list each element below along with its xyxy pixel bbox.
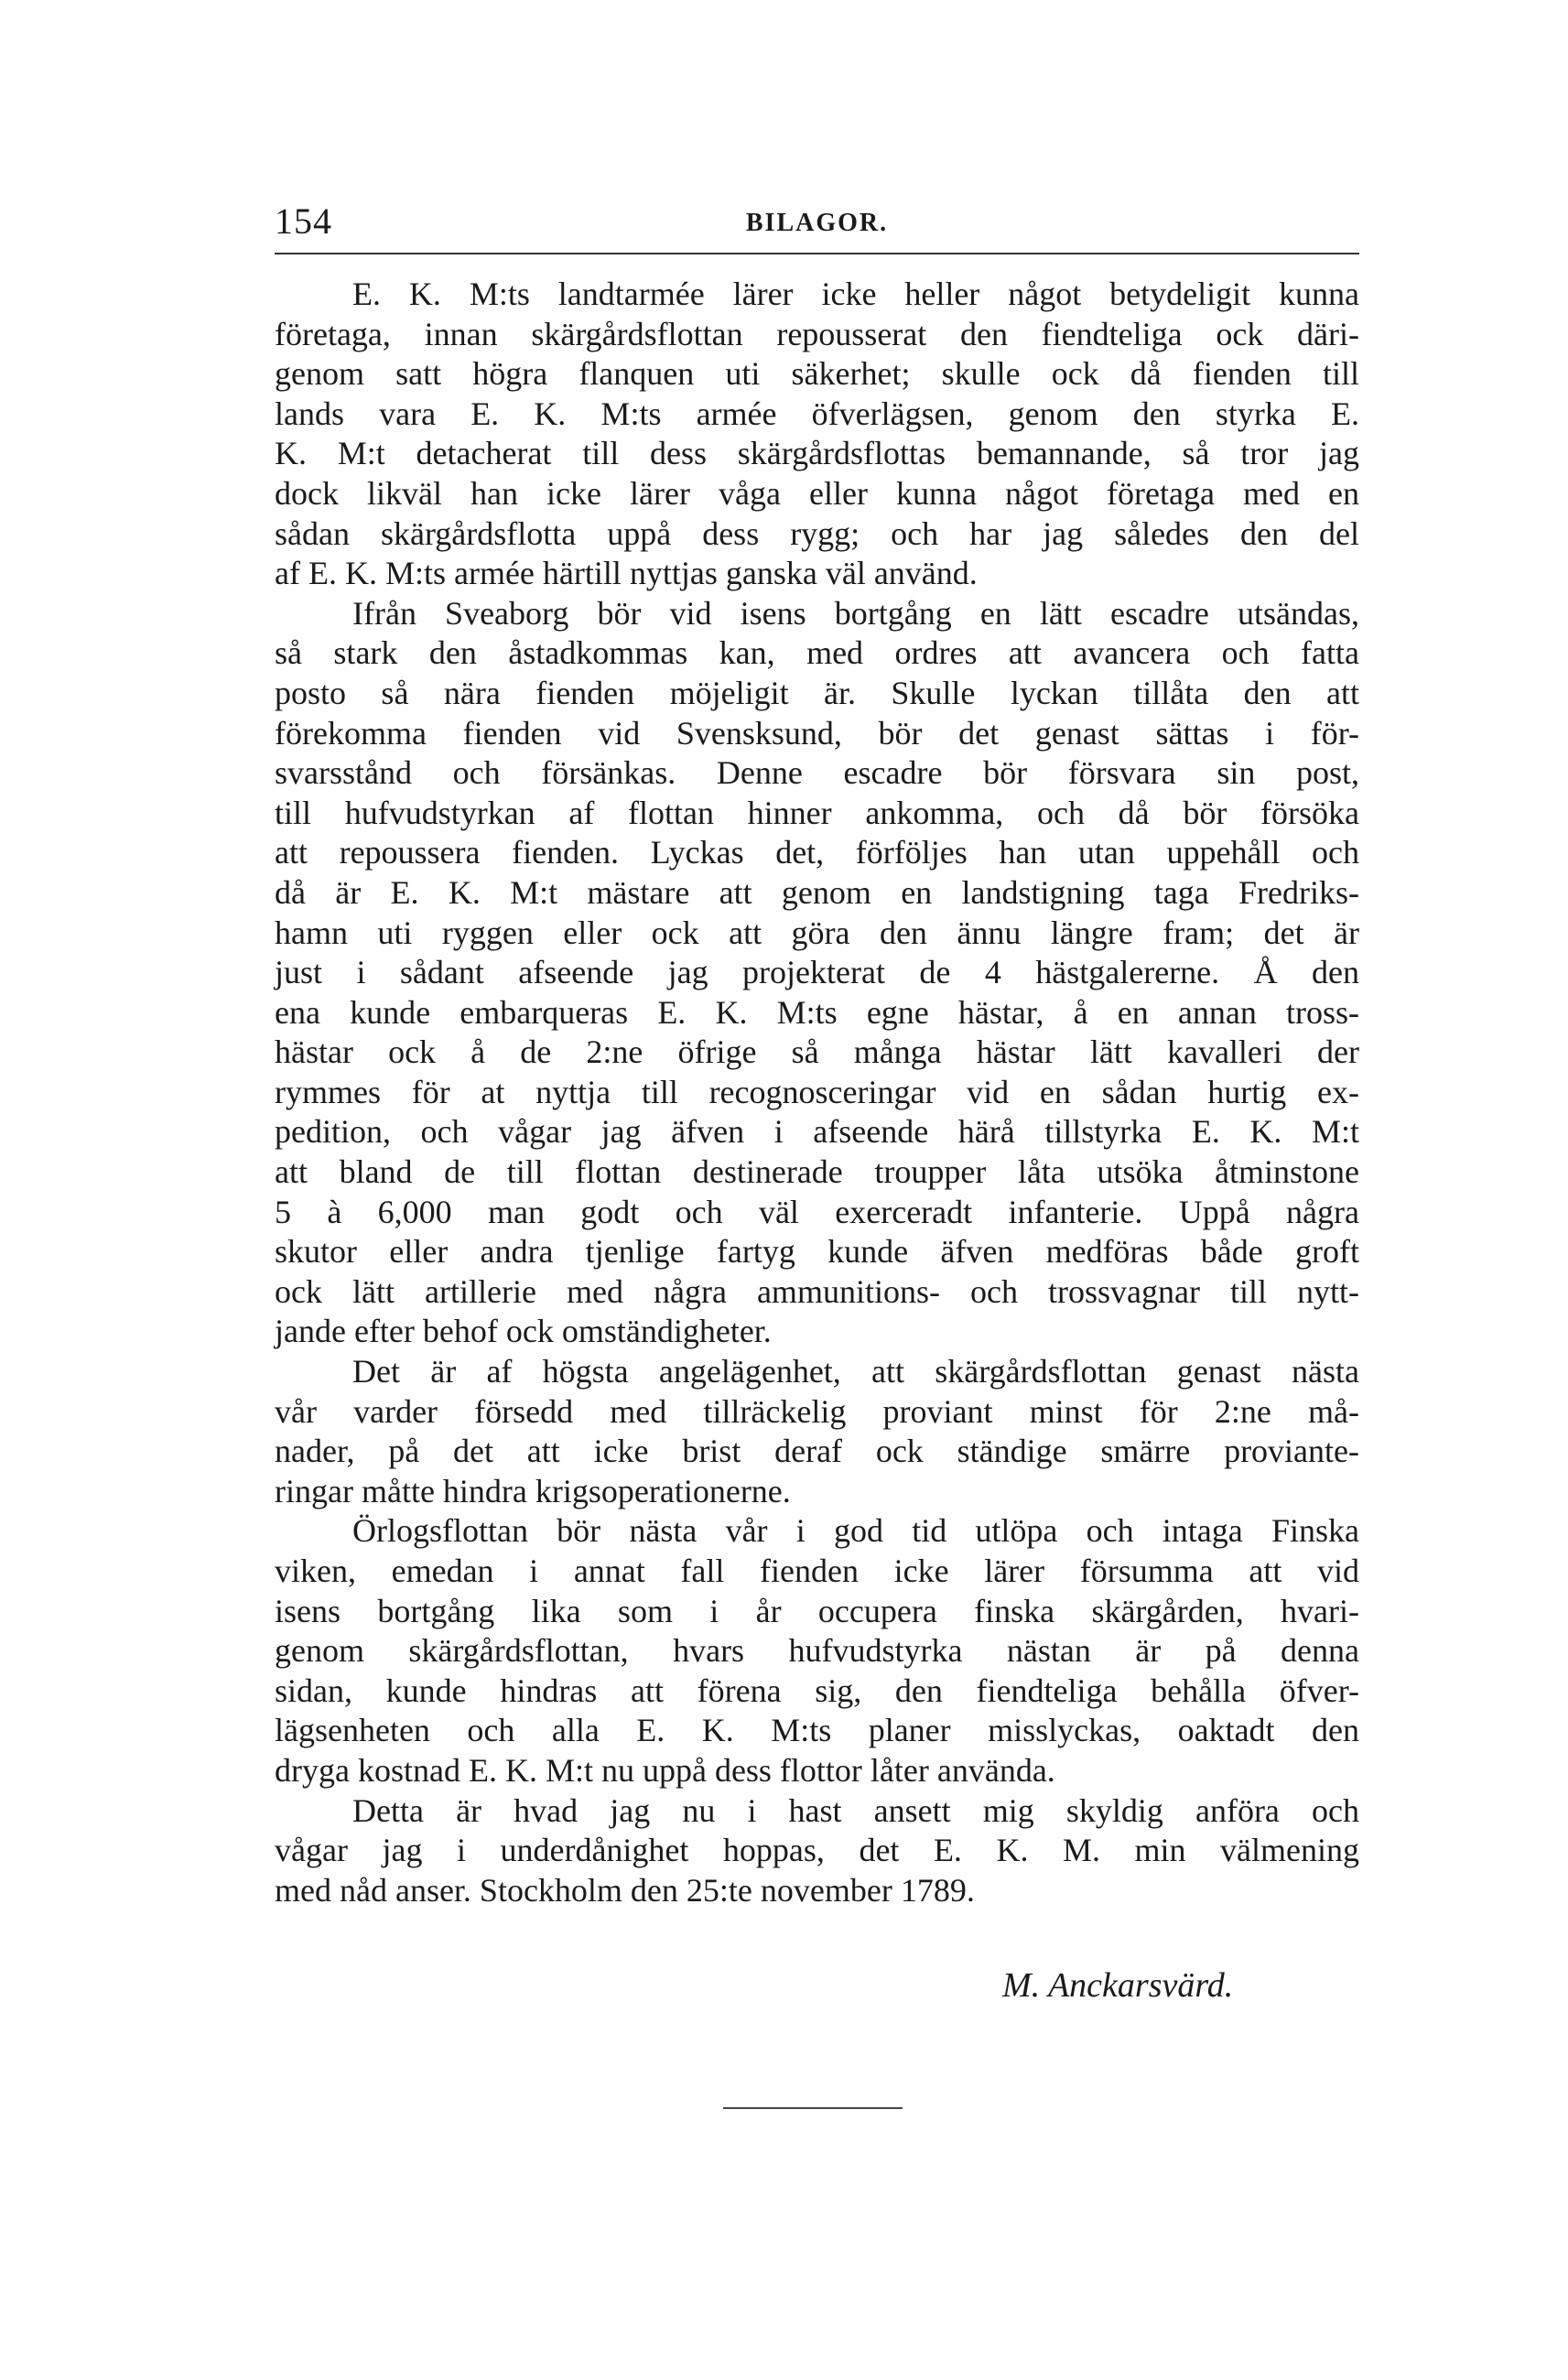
text-line: isens bortgång lika som i år occupera finska skärgården, hvari- (275, 1592, 1359, 1629)
text-line: så stark den åstadkommas kan, med ordres att avancera och fatta (275, 634, 1359, 672)
text-line: Det är af högsta angelägenhet, att skärgårdsflottan genast nästa (352, 1353, 1359, 1390)
text-line: förekomma fienden vid Svensksund, bör det genast sättas i för- (275, 714, 1359, 752)
text-line: lägsenheten och alla E. K. M:ts planer misslyckas, oaktadt den (275, 1712, 1359, 1749)
text-line: vågar jag i underdånighet hoppas, det E. K. M. min välmening (275, 1832, 1359, 1869)
text-line: sådan skärgårdsflotta uppå dess rygg; och har jag således den del (275, 514, 1359, 552)
text-line: 5 à 6,000 man godt och väl exerceradt infanterie. Uppå några (275, 1193, 1359, 1230)
text-line: K. M:t detacherat till dess skärgårdsflottas bemannande, så tror jag (275, 435, 1359, 472)
text-line: ringar måtte hindra krigsoperationerne. (275, 1472, 791, 1509)
page-number: 154 (275, 200, 332, 242)
text-line: Ifrån Sveaborg bör vid isens bortgång en lätt escadre utsändas, (352, 594, 1359, 632)
text-line: Örlogsflottan bör nästa vår i god tid utlöpa och intaga Finska (352, 1512, 1359, 1550)
text-line: att bland de till flottan destinerade troupper låta utsöka åtminstone (275, 1153, 1359, 1191)
text-line: E. K. M:ts landtarmée lärer icke heller något betydeligit kunna (352, 276, 1359, 312)
text-line: dryga kostnad E. K. M:t nu uppå dess flottor låter använda. (275, 1751, 1055, 1789)
text-line: lands vara E. K. M:ts armée öfverlägsen, genom den styrka E. (275, 395, 1359, 432)
text-line: vår varder försedd med tillräckelig proviant minst för 2:ne må- (275, 1392, 1359, 1430)
text-line: pedition, och vågar jag äfven i afseende härå tillstyrka E. K. M:t (275, 1113, 1359, 1151)
running-head: BILAGOR. (745, 209, 889, 237)
text-line: att repoussera fienden. Lyckas det, förföljes han utan uppehåll och (275, 834, 1359, 871)
text-line: Detta är hvad jag nu i hast ansett mig skyldig anföra och (352, 1791, 1359, 1829)
header-rule (275, 253, 1359, 254)
body-text (275, 275, 1359, 1910)
text-line: sidan, kunde hindras att förena sig, den fiendteliga behålla öfver- (275, 1671, 1359, 1709)
text-line: just i sådant afseende jag projekterat de 4 hästgalererne. Å den (275, 954, 1359, 991)
signature: M. Anckarsvärd. (1002, 1966, 1234, 2005)
text-line: hamn uti ryggen eller ock att göra den ännu längre fram; det är (275, 914, 1359, 951)
text-line: viken, emedan i annat fall fienden icke lärer försumma att vid (275, 1552, 1359, 1589)
page-header (275, 200, 1359, 254)
text-line: hästar ock å de 2:ne öfrige så många hästar lätt kavalleri der (275, 1033, 1359, 1071)
text-line: svarsstånd och försänkas. Denne escadre bör försvara sin post, (275, 754, 1359, 792)
text-line: rymmes för at nyttja till recognosceringar vid en sådan hurtig ex- (275, 1073, 1359, 1110)
text-line: genom skärgårdsflottan, hvars hufvudstyrka nästan är på denna (275, 1632, 1359, 1670)
text-line: dock likväl han icke lärer våga eller kunna något företaga med en (275, 474, 1359, 512)
text-line: posto så nära fienden möjeligit är. Skulle lyckan tillåta den att (275, 674, 1359, 711)
text-line: nader, på det att icke brist deraf ock ständige smärre proviante- (275, 1433, 1359, 1470)
text-line: ock lätt artillerie med några ammunitions- och trossvagnar till nytt- (275, 1272, 1359, 1310)
text-line: ena kunde embarqueras E. K. M:ts egne hästar, å en annan tross- (275, 993, 1359, 1031)
text-line: företaga, innan skärgårdsflottan repousserat den fiendteliga ock däri- (275, 315, 1359, 352)
text-line: af E. K. M:ts armée härtill nyttjas ganska väl använd. (275, 555, 978, 592)
text-line: med nåd anser. Stockholm den 25:te november 1789. (275, 1871, 975, 1909)
text-line: skutor eller andra tjenlige fartyg kunde äfven medföras både groft (275, 1233, 1359, 1271)
text-line: till hufvudstyrkan af flottan hinner ankomma, och då bör försöka (275, 794, 1359, 831)
text-line: då är E. K. M:t mästare att genom en landstigning taga Fredriks- (275, 873, 1359, 911)
text-line: genom satt högra flanquen uti säkerhet; skulle ock då fienden till (275, 355, 1359, 393)
end-rule (723, 2107, 903, 2109)
text-line: jande efter behof ock omständigheter. (275, 1313, 772, 1350)
